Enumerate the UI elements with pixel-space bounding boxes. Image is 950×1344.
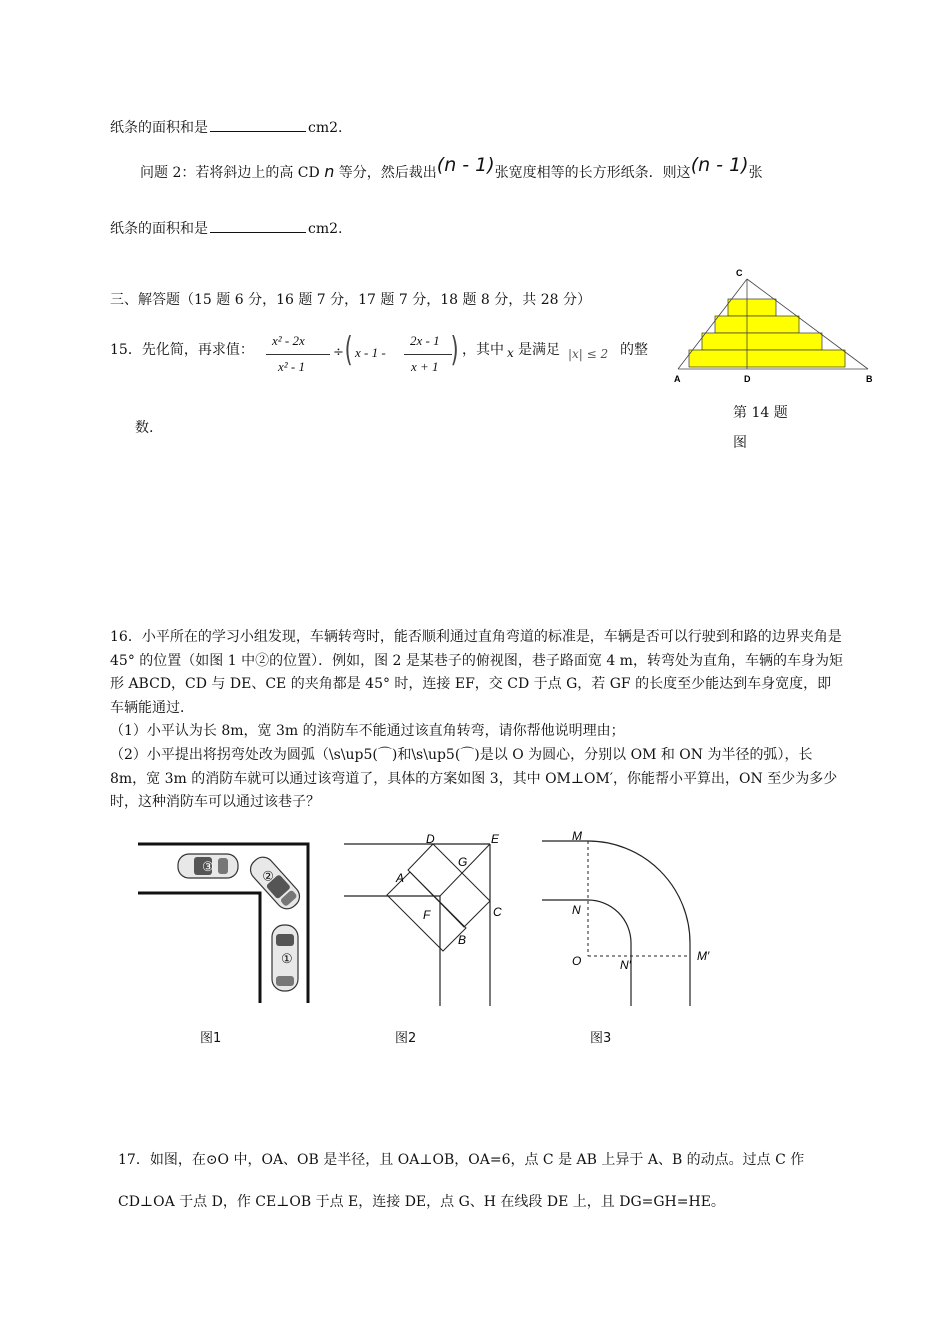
frac2-bar [404,354,452,355]
fig14-caption-2: 图 [733,435,747,451]
q14-line2-prefix: 纸条的面积和是 [110,221,208,237]
paren-term: x - 1 - [355,345,386,360]
n-minus-1-a: (n - 1) [436,154,495,176]
q14-problem2 [140,154,763,182]
fig14-triangle [672,265,882,390]
pt-g: G [458,855,468,869]
q14-line1-prefix: 纸条的面积和是 [110,120,208,136]
yellow-strips [689,299,845,367]
pt-c: C [493,905,502,919]
fig3-arc-road [540,828,730,1010]
strip-4 [689,350,845,367]
q16-paragraph-1: 16．小平所在的学习小组发现，车辆转弯时，能否顺利通过直角弯道的标准是，车辆是否可以行驶到和路的边界夹角是 45° 的位置（如图 1 中②的位置）．例如，图 2 是某巷子的俯视图，巷子路面宽 4 m，转弯处为直角，车辆的车身为矩形 ABCD，CD 与 DE、CE 的夹角都是 45° 时，连接 EF，交 CD 于点 G，若 GF 的长度至少能达到车身宽度，即车辆能通过． [110,629,843,716]
q15-var: x [507,346,514,360]
pt-n: N [572,903,581,917]
fig1-cars-turning [130,838,315,1008]
pt-m-prime: M′ [697,949,710,963]
pt-d: D [426,832,435,846]
q15-mid2: 是满足 [518,342,560,358]
label-a: A [674,374,681,384]
q14-line1-suffix: cm2. [308,120,343,136]
n-minus-1-b: (n - 1) [690,154,749,176]
q17-line-1: 17．如图，在⊙O 中，OA、OB 是半径，且 OA⊥OB，OA=6，点 C 是 AB 上异于 A、B 的动点。过点 C 作 [118,1152,805,1168]
car-2 [246,853,304,914]
pt-n-prime: N′ [620,958,631,972]
fig2-caption: 图2 [395,1031,417,1046]
car-2-label: ② [262,868,274,884]
q14-line2-suffix: cm2. [308,221,343,237]
paren-right: ) [450,330,459,370]
fig14-caption-1: 第 14 题 [733,405,788,421]
q15-tail: 数. [135,420,154,436]
car-3 [178,854,238,878]
pt-f: F [423,908,431,922]
pt-m: M [572,829,582,843]
q17-line-2: CD⊥OA 于点 D，作 CE⊥OB 于点 E，连接 DE，点 G、H 在线段 DE 上，且 DG=GH=HE。 [118,1194,725,1210]
frac2-numerator: 2x - 1 [410,333,440,348]
answer-blank-1[interactable] [210,119,306,132]
q15-prefix: 15．先化简，再求值： [110,342,254,358]
fig1-caption: 图1 [200,1031,222,1046]
outer-arc-mm [588,841,690,943]
q15-mid: ，其中 [462,342,504,358]
q16-paragraph-2: （1）小平认为长 8m，宽 3m 的消防车不能通过该直角转弯，请你帮他说明理由； [110,723,625,739]
problem2-text-b: 等分，然后裁出 [338,165,437,181]
pt-o: O [572,954,582,968]
label-d: D [744,374,751,384]
problem2-n: n [324,162,335,181]
frac1-bar [266,354,330,355]
q14-line1 [110,117,342,137]
strip-1 [728,299,776,316]
q16-paragraph-3: （2）小平提出将拐弯处改为圆弧（\s\up5(⌒)和\s\up5(⌒)是以 O 为圆心，分别以 OM 和 ON 为半径的弧），长 8m，宽 3m 的消防车就可以通过该弯道了，具体的方案如图 3，其中 OM⊥OM′，你能帮小平算出，ON 至少为多少时，这种消防车可以通过该巷子？ [110,747,838,810]
answer-blank-2[interactable] [210,220,306,233]
strip-2 [715,316,799,333]
divide-sign: ÷ [333,345,344,360]
strip-3 [702,333,822,350]
frac1-denominator: x² - 1 [278,359,305,374]
inner-arc-nn [588,900,631,943]
fig2-lane-diagram [340,830,530,1010]
problem2-text-d: 张 [748,165,763,181]
frac2-denominator: x + 1 [411,359,439,374]
paren-left: ( [344,330,353,370]
q14-line2 [110,218,342,238]
car-1-label: ① [281,951,293,966]
section3-heading: 三、解答题（15 题 6 分，16 题 7 分，17 题 7 分，18 题 8 分，共 28 分） [110,292,592,308]
fig3-caption: 图3 [590,1031,612,1046]
road-inner-edge [138,893,260,1003]
problem2-text-a: 问题 2：若将斜边上的高 CD [140,165,320,181]
pt-b: B [458,933,467,947]
frac1-numerator: x² - 2x [272,333,305,348]
q15-condition: |x| ≤ 2 [568,347,609,361]
car-3-label: ③ [202,859,214,874]
segment-ef [440,844,490,896]
pt-a: A [396,871,405,885]
car-1 [272,925,298,991]
problem2-text-c: 张宽度相等的长方形纸条．则这 [494,165,691,181]
q15-suffix: 的整 [620,342,648,358]
label-c: C [736,268,743,278]
pt-e: E [491,832,500,846]
label-b: B [866,374,873,384]
